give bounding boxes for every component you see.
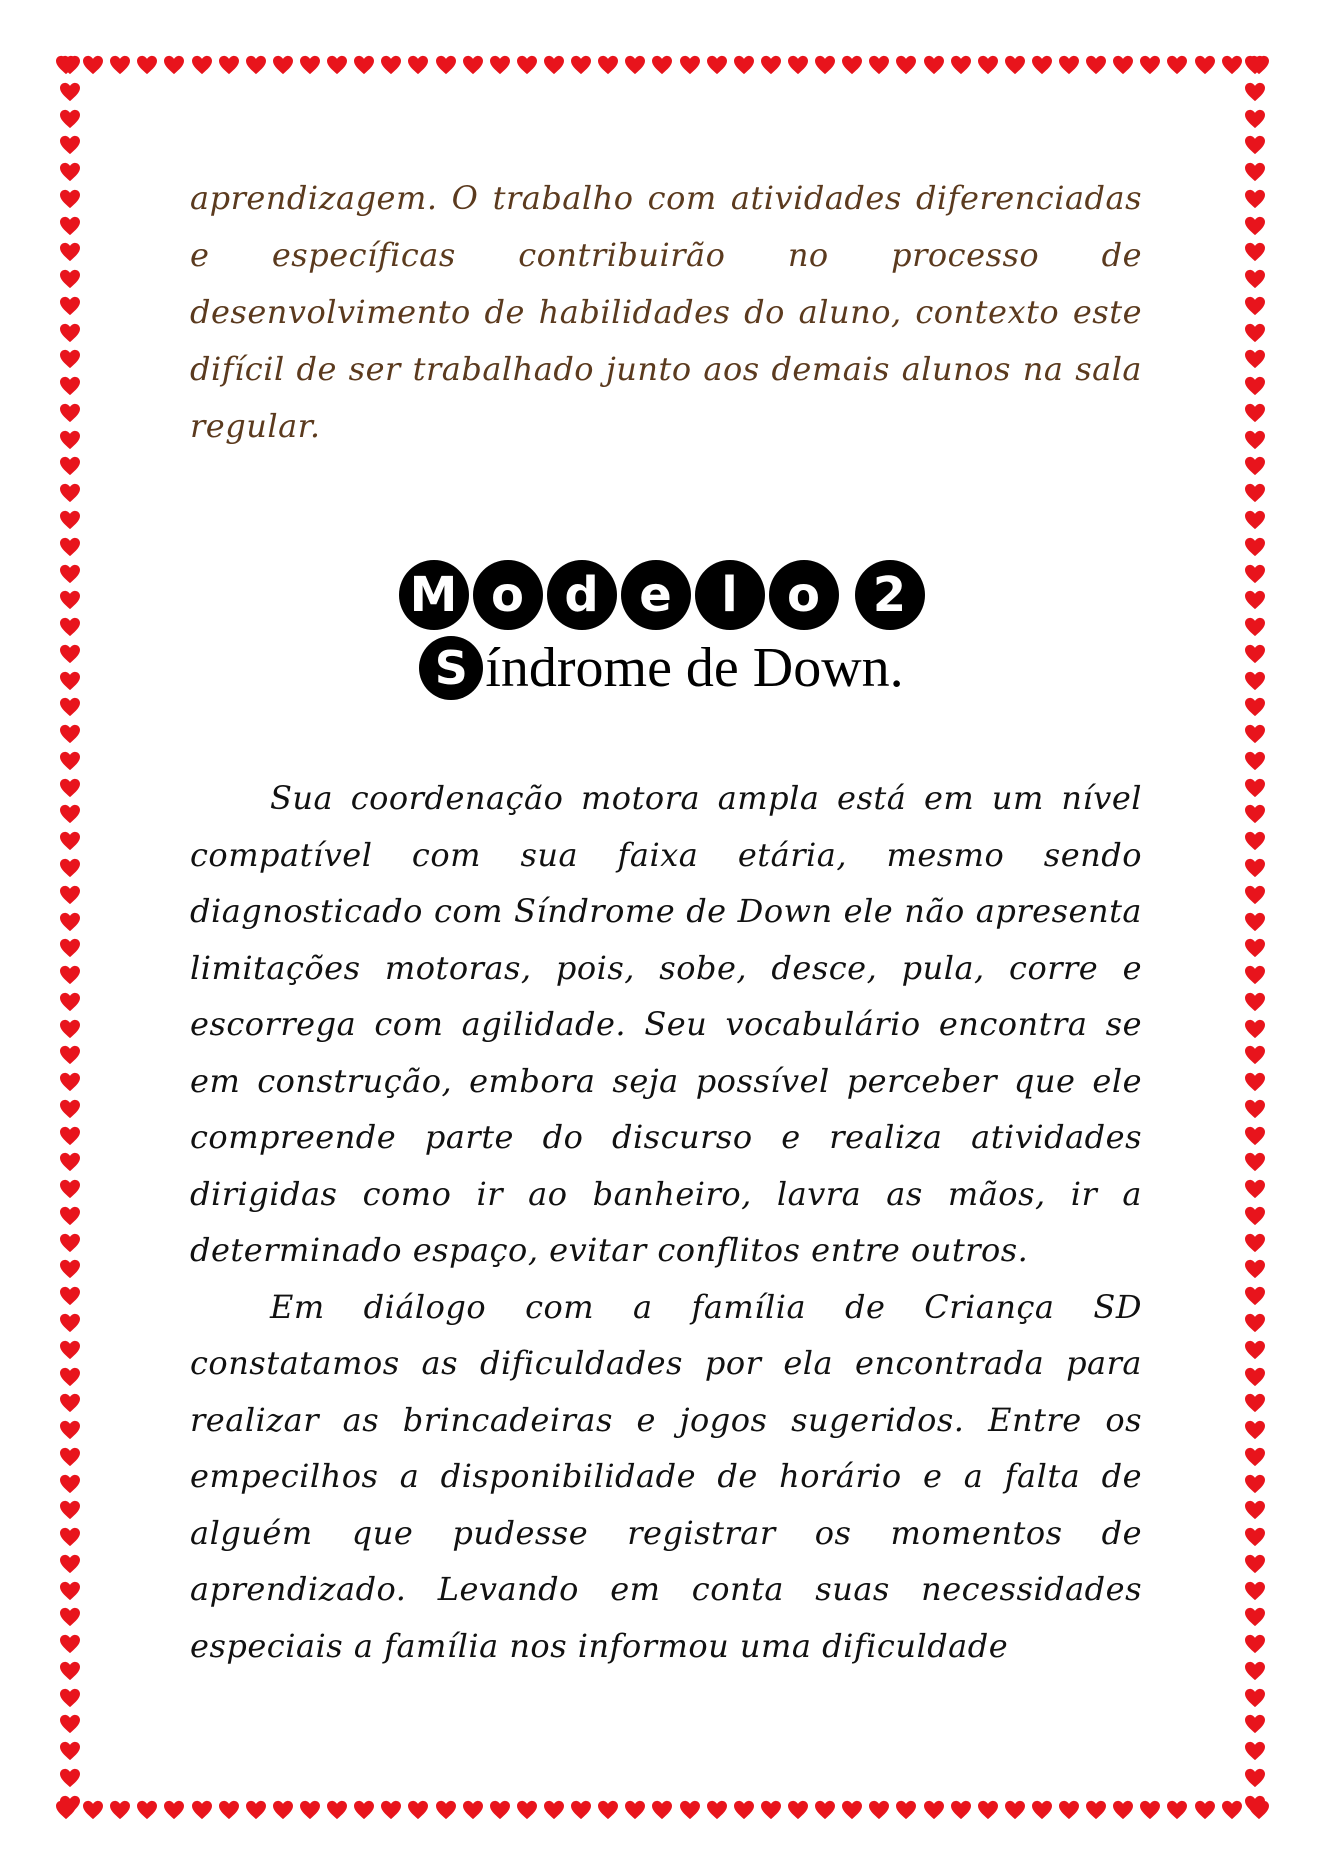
heart-icon (59, 1259, 81, 1279)
heart-icon (1244, 456, 1266, 476)
heart-icon (59, 724, 81, 744)
heart-icon (1244, 1688, 1266, 1708)
heart-icon (299, 1800, 321, 1820)
heart-icon (59, 831, 81, 851)
heart-icon (59, 1367, 81, 1387)
heart-icon (59, 1179, 81, 1199)
heart-icon (59, 510, 81, 530)
heart-icon (543, 55, 565, 75)
heart-icon (435, 1800, 457, 1820)
heart-icon (1244, 1447, 1266, 1467)
heart-icon (59, 376, 81, 396)
heart-icon (1244, 1741, 1266, 1761)
heart-icon (868, 55, 890, 75)
heart-icon (59, 403, 81, 423)
heart-icon (59, 1661, 81, 1681)
heart-icon (353, 1800, 375, 1820)
heart-icon (59, 1581, 81, 1601)
heart-icon (1244, 1286, 1266, 1306)
title-letter-badge: M (399, 560, 469, 630)
heart-icon (59, 751, 81, 771)
heart-icon (59, 349, 81, 369)
heart-icon (1244, 1581, 1266, 1601)
heart-icon (895, 55, 917, 75)
heart-icon (706, 55, 728, 75)
heart-icon (814, 55, 836, 75)
heart-icon (59, 1554, 81, 1574)
heart-icon (1244, 1420, 1266, 1440)
heart-icon (1244, 376, 1266, 396)
title-letter-badge: d (547, 560, 617, 630)
title-letter-badge: e (621, 560, 691, 630)
heart-icon (977, 1800, 999, 1820)
heart-icon (787, 1800, 809, 1820)
subtitle (419, 636, 903, 700)
body-paragraph: Em diálogo com a família de Criança SD constatamos as dificuldades por ela encontrada para realizar as brincadeiras e jogos sugeridos. Entre os empecilhos a disponibilidade de horário e a falta de alguém que pudesse registrar os momentos de aprendizado. Levando em conta suas necessidades especiais a família nos informou uma dificuldade (190, 1287, 1142, 1665)
heart-icon (1244, 430, 1266, 450)
heart-icon (462, 1800, 484, 1820)
heart-icon (950, 55, 972, 75)
heart-icon (1244, 1099, 1266, 1119)
heart-icon (59, 323, 81, 343)
heart-icon (1194, 1800, 1216, 1820)
heart-icon (326, 1800, 348, 1820)
heart-icon (59, 1233, 81, 1253)
heart-icon (1112, 55, 1134, 75)
heart-icon (191, 1800, 213, 1820)
heart-icon (1194, 55, 1216, 75)
heart-icon (895, 1800, 917, 1820)
heart-icon (1085, 1800, 1107, 1820)
heart-icon (841, 55, 863, 75)
heart-icon (624, 1800, 646, 1820)
heart-icon (82, 1800, 104, 1820)
heart-icon (59, 483, 81, 503)
title-letter-badge: o (473, 560, 543, 630)
heart-icon (706, 1800, 728, 1820)
body-paragraph: Sua coordenação motora ampla está em um nível compatível com sua faixa etária, mesmo sendo diagnosticado com Síndrome de Down ele não apresenta limitações motoras, pois, sobe, desce, pula, corre e escorrega com agilidade. Seu vocabulário encontra se em construção, embora seja possível perceber que ele compreende parte do discurso e realiza atividades dirigidas como ir ao banheiro, lavra as mãos, ir a determinado espaço, evitar conflitos entre outros. (190, 779, 1142, 1269)
heart-icon (1244, 858, 1266, 878)
heart-icon (59, 189, 81, 209)
heart-border-right (1240, 55, 1270, 1815)
intro-paragraph: aprendizagem. O trabalho com atividades diferenciadas e específicas contribuirão no processo de desenvolvimento de habilidades do aluno, contexto este difícil de ser trabalhado junto aos demais alunos na sala regular. (190, 179, 1142, 445)
heart-icon (1004, 1800, 1026, 1820)
heart-icon (59, 1741, 81, 1761)
heart-icon (1244, 804, 1266, 824)
heart-icon (59, 1500, 81, 1520)
heart-icon (1244, 831, 1266, 851)
heart-icon (59, 1126, 81, 1146)
heart-icon (1244, 1072, 1266, 1092)
heart-icon (1244, 751, 1266, 771)
heart-icon (59, 1152, 81, 1172)
heart-icon (1244, 162, 1266, 182)
heart-icon (163, 55, 185, 75)
heart-icon (1244, 189, 1266, 209)
heart-icon (1244, 510, 1266, 530)
heart-icon (59, 885, 81, 905)
heart-icon (59, 296, 81, 316)
heart-icon (245, 55, 267, 75)
heart-icon (59, 1206, 81, 1226)
heart-icon (651, 55, 673, 75)
heart-icon (1004, 55, 1026, 75)
heart-icon (651, 1800, 673, 1820)
heart-icon (1112, 1800, 1134, 1820)
heart-icon (516, 1800, 538, 1820)
heart-icon (380, 55, 402, 75)
heart-icon (59, 135, 81, 155)
heart-icon (1244, 403, 1266, 423)
heart-icon (597, 1800, 619, 1820)
heart-icon (272, 55, 294, 75)
heart-icon (1166, 1800, 1188, 1820)
subtitle-initial-badge: S (419, 636, 483, 700)
heart-icon (1058, 55, 1080, 75)
heart-icon (1244, 938, 1266, 958)
heart-icon (787, 55, 809, 75)
heart-icon (733, 1800, 755, 1820)
heart-icon (1244, 1393, 1266, 1413)
heart-icon (59, 858, 81, 878)
heart-icon (1244, 1019, 1266, 1039)
heart-icon (1244, 1259, 1266, 1279)
heart-icon (59, 216, 81, 236)
subtitle-text: índrome de Down. (485, 637, 904, 699)
heart-icon (1244, 1179, 1266, 1199)
heart-icon (868, 1800, 890, 1820)
heart-icon (59, 697, 81, 717)
heart-border-top (55, 50, 1270, 80)
heart-icon (1244, 537, 1266, 557)
heart-icon (1244, 1634, 1266, 1654)
heart-icon (299, 55, 321, 75)
heart-icon (1166, 55, 1188, 75)
heart-icon (326, 55, 348, 75)
heart-icon (59, 938, 81, 958)
heart-icon (1244, 1795, 1266, 1815)
heart-icon (1085, 55, 1107, 75)
title-letter-badge: o (769, 560, 839, 630)
heart-icon (59, 992, 81, 1012)
heart-icon (1244, 1313, 1266, 1333)
heart-icon (489, 1800, 511, 1820)
heart-icon (1244, 82, 1266, 102)
heart-icon (1244, 1045, 1266, 1065)
heart-icon (59, 1286, 81, 1306)
heart-icon (59, 82, 81, 102)
heart-icon (109, 55, 131, 75)
heart-icon (570, 55, 592, 75)
heart-icon (59, 1607, 81, 1627)
heart-icon (1244, 697, 1266, 717)
heart-icon (1244, 1206, 1266, 1226)
heart-icon (59, 242, 81, 262)
heart-icon (59, 1634, 81, 1654)
heart-icon (1244, 1126, 1266, 1146)
heart-icon (1244, 885, 1266, 905)
heart-icon (1031, 55, 1053, 75)
heart-icon (733, 55, 755, 75)
heart-icon (1244, 216, 1266, 236)
heart-icon (1244, 296, 1266, 316)
title-letter-badge: l (695, 560, 765, 630)
heart-icon (841, 1800, 863, 1820)
heart-icon (59, 1714, 81, 1734)
heart-icon (136, 1800, 158, 1820)
heart-icon (59, 1768, 81, 1788)
heart-icon (1244, 912, 1266, 932)
heart-icon (109, 1800, 131, 1820)
heart-icon (977, 55, 999, 75)
heart-icon (59, 269, 81, 289)
heart-icon (59, 1393, 81, 1413)
heart-icon (82, 55, 104, 75)
heart-icon (570, 1800, 592, 1820)
heart-icon (59, 1688, 81, 1708)
heart-icon (1058, 1800, 1080, 1820)
heart-icon (489, 55, 511, 75)
heart-border-left (55, 55, 85, 1815)
heart-icon (1244, 1768, 1266, 1788)
heart-icon (59, 162, 81, 182)
heart-icon (1244, 1714, 1266, 1734)
heart-icon (1031, 1800, 1053, 1820)
heart-icon (380, 1800, 402, 1820)
heart-icon (923, 55, 945, 75)
heart-icon (407, 55, 429, 75)
heart-icon (407, 1800, 429, 1820)
body-text (190, 770, 1142, 1674)
heart-icon (1244, 1233, 1266, 1253)
heart-icon (1139, 55, 1161, 75)
heart-icon (1244, 349, 1266, 369)
heart-icon (59, 1340, 81, 1360)
heart-icon (1244, 965, 1266, 985)
heart-icon (1244, 724, 1266, 744)
heart-icon (1244, 1340, 1266, 1360)
heart-icon (1244, 1554, 1266, 1574)
heart-icon (59, 1099, 81, 1119)
intro-section (190, 170, 1142, 455)
heart-icon (814, 1800, 836, 1820)
heart-icon (1244, 269, 1266, 289)
heart-icon (1139, 1800, 1161, 1820)
heart-icon (760, 1800, 782, 1820)
heart-icon (1244, 1474, 1266, 1494)
heart-icon (59, 1045, 81, 1065)
heart-icon (516, 55, 538, 75)
heart-icon (59, 1447, 81, 1467)
heart-icon (624, 55, 646, 75)
heart-icon (59, 1019, 81, 1039)
heart-icon (59, 912, 81, 932)
heart-icon (136, 55, 158, 75)
heart-icon (59, 778, 81, 798)
heart-icon (679, 55, 701, 75)
heart-icon (1244, 323, 1266, 343)
heart-icon (462, 55, 484, 75)
heart-icon (1244, 1607, 1266, 1627)
heart-icon (679, 1800, 701, 1820)
heart-icon (59, 965, 81, 985)
heart-icon (59, 1313, 81, 1333)
heart-icon (1244, 483, 1266, 503)
heart-icon (163, 1800, 185, 1820)
heart-icon (59, 430, 81, 450)
heart-icon (59, 109, 81, 129)
heart-icon (59, 456, 81, 476)
heart-icon (543, 1800, 565, 1820)
heart-icon (1244, 55, 1266, 75)
heart-icon (245, 1800, 267, 1820)
heart-icon (59, 55, 81, 75)
heart-icon (950, 1800, 972, 1820)
heart-icon (435, 55, 457, 75)
heart-icon (59, 1072, 81, 1092)
title-block (0, 560, 1323, 700)
heart-icon (59, 1420, 81, 1440)
heart-icon (59, 1474, 81, 1494)
heart-icon (597, 55, 619, 75)
heart-icon (1244, 242, 1266, 262)
heart-icon (1244, 1500, 1266, 1520)
heart-icon (1244, 109, 1266, 129)
heart-icon (353, 55, 375, 75)
heart-icon (1244, 1152, 1266, 1172)
heart-icon (191, 55, 213, 75)
heart-icon (59, 804, 81, 824)
heart-icon (760, 55, 782, 75)
heart-border-bottom (55, 1795, 1270, 1825)
heart-icon (1244, 135, 1266, 155)
heart-icon (59, 537, 81, 557)
model-number-badge: 2 (855, 560, 925, 630)
heart-icon (218, 1800, 240, 1820)
heart-icon (272, 1800, 294, 1820)
heart-icon (1244, 778, 1266, 798)
heart-icon (59, 1795, 81, 1815)
heart-icon (218, 55, 240, 75)
heart-icon (1244, 1661, 1266, 1681)
heart-icon (1244, 1527, 1266, 1547)
model-title (399, 560, 925, 630)
heart-icon (923, 1800, 945, 1820)
heart-icon (59, 1527, 81, 1547)
heart-icon (1244, 992, 1266, 1012)
heart-icon (1244, 1367, 1266, 1387)
